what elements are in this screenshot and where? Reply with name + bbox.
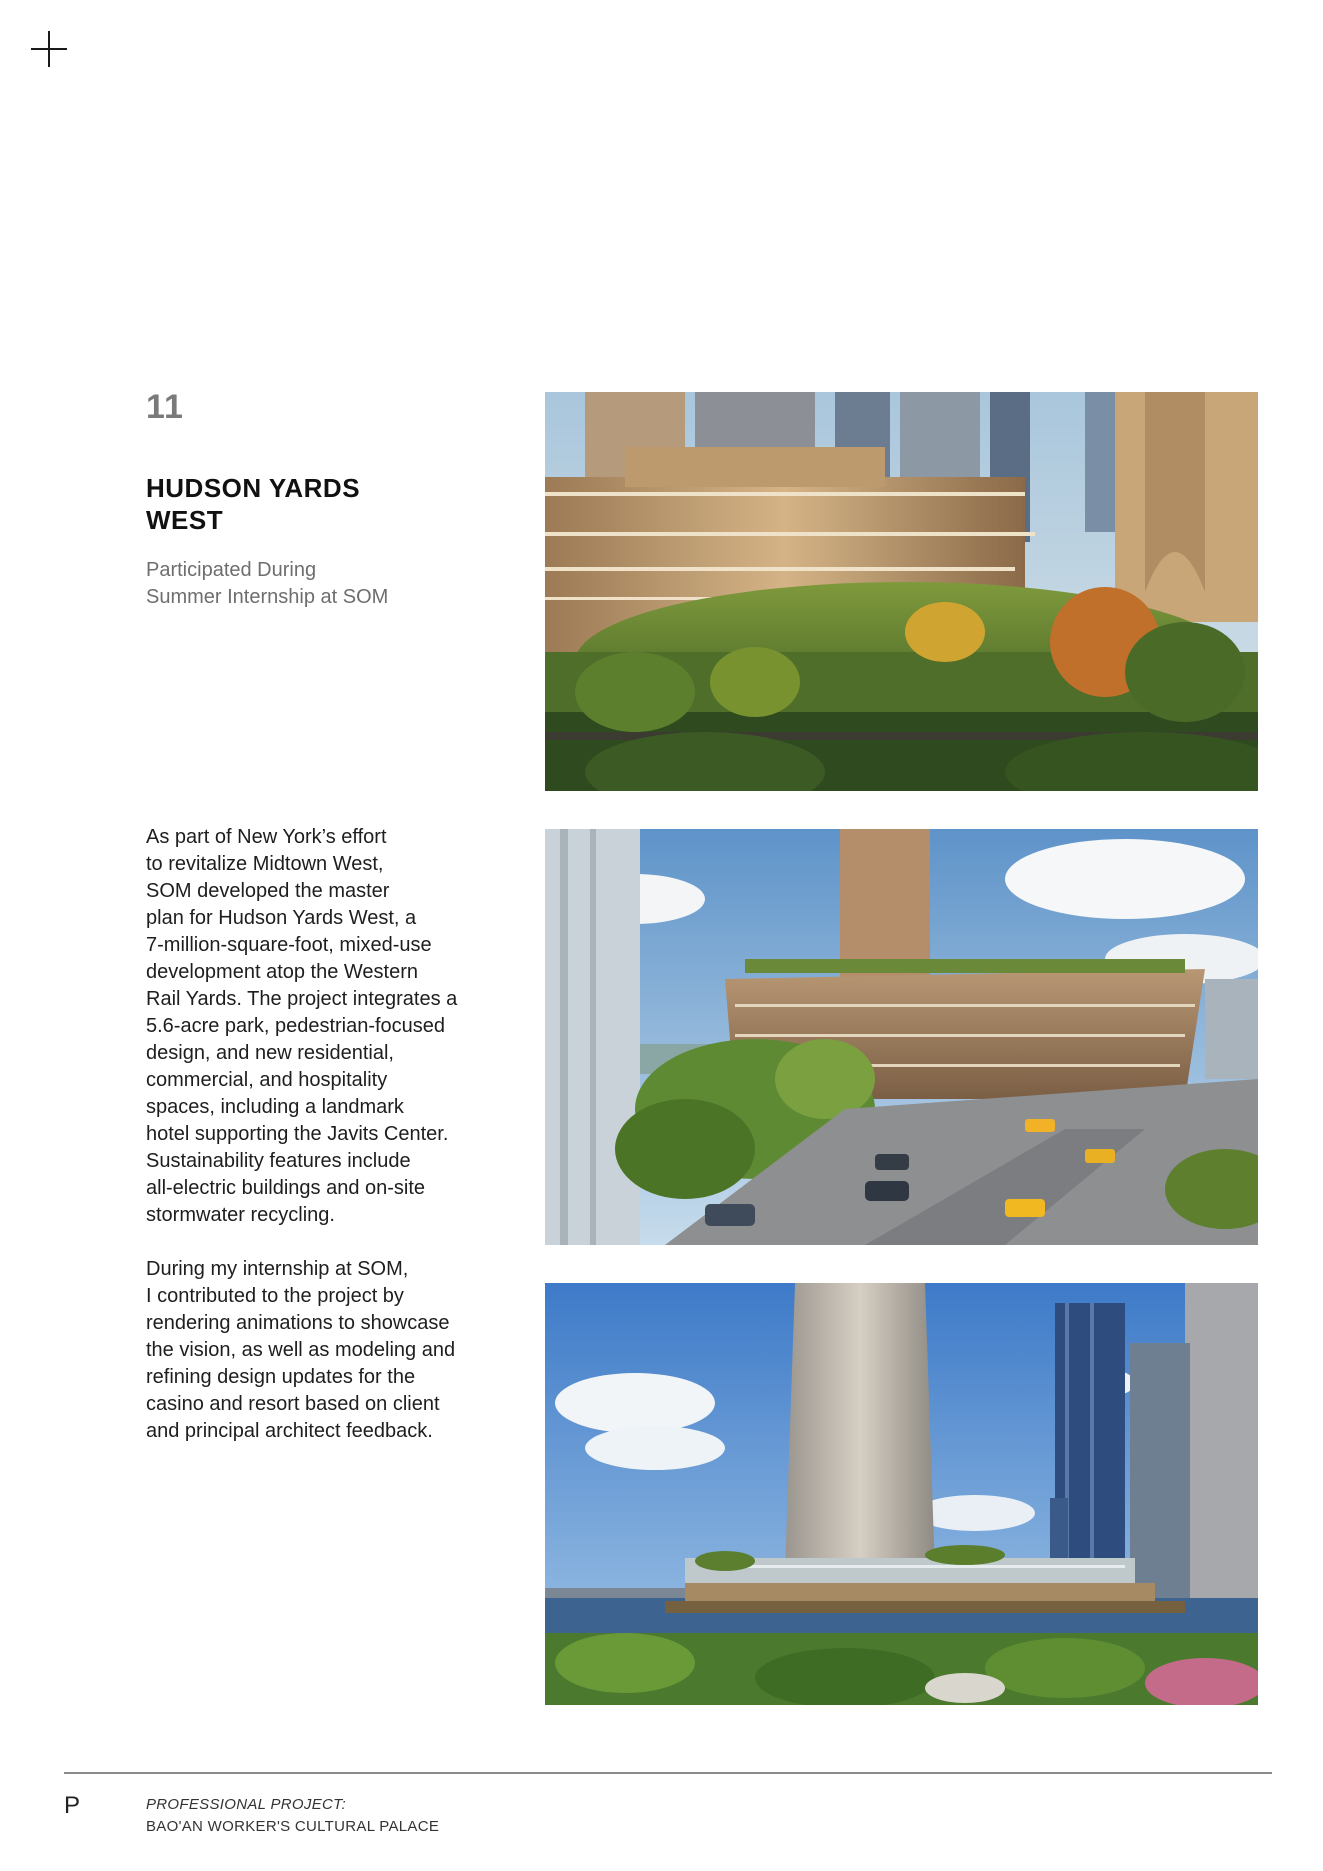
project-title-line: HUDSON YARDS <box>146 473 361 503</box>
project-title <box>146 472 446 536</box>
text-line: As part of New York’s effort <box>146 826 387 848</box>
text-line: development atop the Western <box>146 961 419 983</box>
project-subtitle <box>146 557 446 611</box>
text-line: commercial, and hospitality <box>146 1069 388 1091</box>
description-paragraph-1 <box>146 824 486 1229</box>
footer-divider <box>64 1772 1272 1774</box>
project-number: 11 <box>146 388 184 426</box>
text-line: refining design updates for the <box>146 1366 416 1388</box>
text-line: rendering animations to showcase <box>146 1312 450 1334</box>
text-line: spaces, including a landmark <box>146 1096 404 1118</box>
text-line: hotel supporting the Javits Center. <box>146 1123 449 1145</box>
project-description <box>146 824 486 1472</box>
project-title-line: WEST <box>146 505 224 535</box>
plus-icon <box>31 31 67 67</box>
text-line: stormwater recycling. <box>146 1204 335 1226</box>
description-paragraph-2 <box>146 1256 486 1445</box>
subtitle-line: Summer Internship at SOM <box>146 586 389 608</box>
text-line: to revitalize Midtown West, <box>146 853 384 875</box>
rendering-riverfront-tower <box>545 1283 1258 1705</box>
text-line: SOM developed the master <box>146 880 390 902</box>
text-line: During my internship at SOM, <box>146 1258 409 1280</box>
text-line: Rail Yards. The project integrates a <box>146 988 458 1010</box>
text-line: the vision, as well as modeling and <box>146 1339 456 1361</box>
text-line: 5.6-acre park, pedestrian-focused <box>146 1015 446 1037</box>
footer-project-name: BAO'AN WORKER'S CULTURAL PALACE <box>146 1818 440 1835</box>
rendering-street-view <box>545 829 1258 1245</box>
text-line: 7-million-square-foot, mixed-use <box>146 934 432 956</box>
footer-section-label: PROFESSIONAL PROJECT: <box>146 1796 346 1813</box>
text-line: design, and new residential, <box>146 1042 394 1064</box>
text-line: plan for Hudson Yards West, a <box>146 907 417 929</box>
rendering-park-terraces <box>545 392 1258 791</box>
subtitle-line: Participated During <box>146 559 317 581</box>
text-line: Sustainability features include <box>146 1150 411 1172</box>
text-line: I contributed to the project by <box>146 1285 404 1307</box>
text-line: and principal architect feedback. <box>146 1420 433 1442</box>
text-line: casino and resort based on client <box>146 1393 440 1415</box>
text-line: all-electric buildings and on-site <box>146 1177 426 1199</box>
footer-page-letter: P <box>64 1792 81 1819</box>
